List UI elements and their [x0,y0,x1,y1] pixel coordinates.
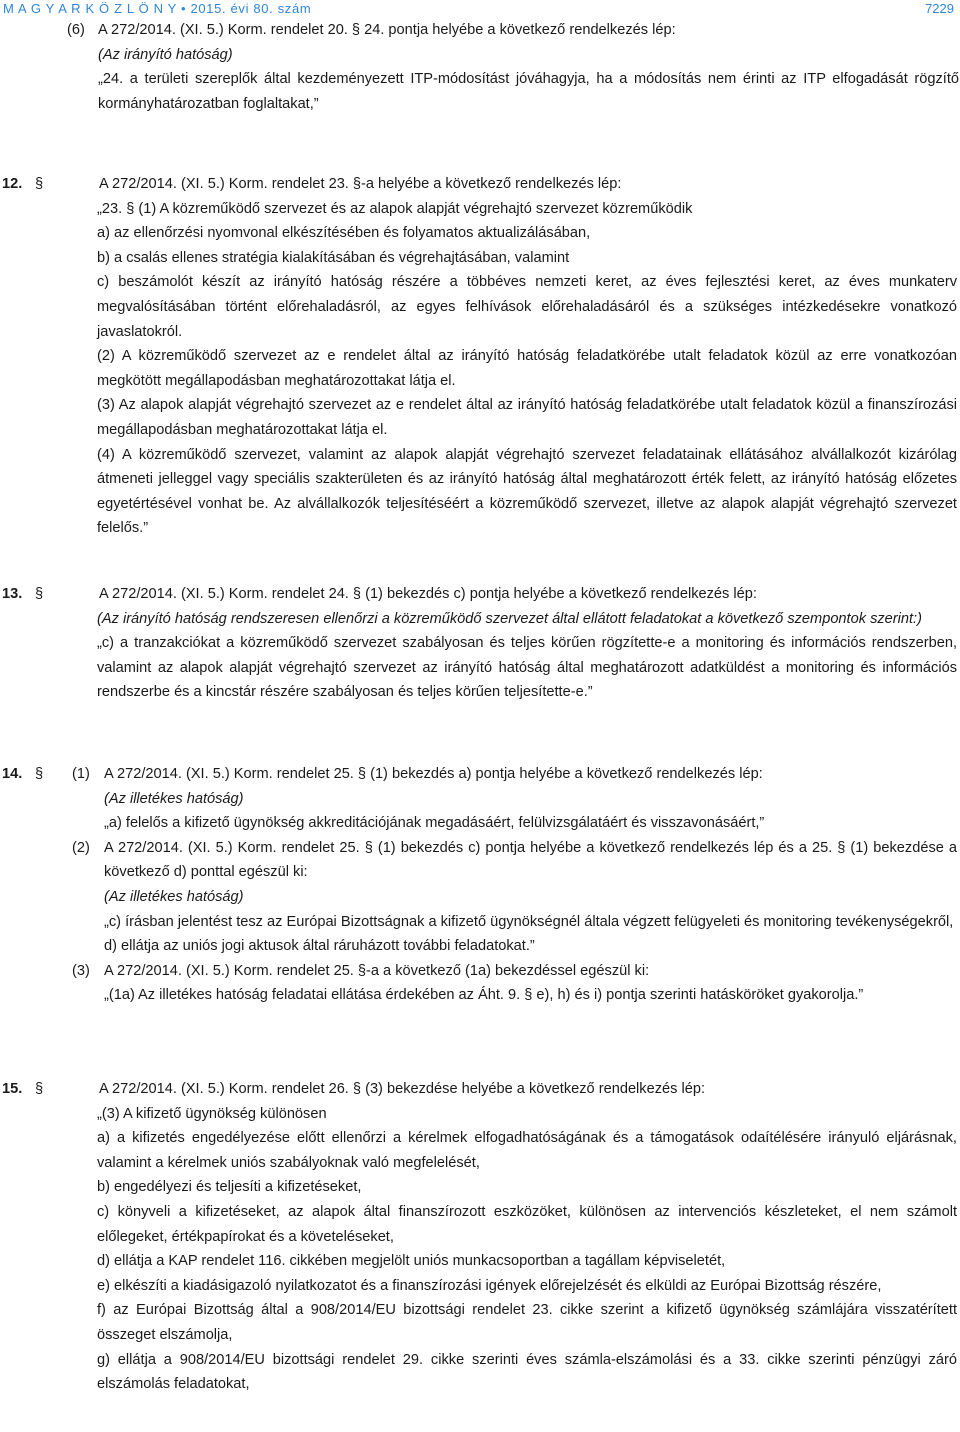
provision-paragraph: (3) Az alapok alapját végrehajtó szervezet az e rendelet által az irányító hatóság feladatkörébe utalt feladatok közül a finanszírozási megállapodásban meghatározottakat látja el. [97,397,957,438]
provision-point: a) az ellenőrzési nyomvonal elkészítésében és folyamatos aktualizálásában, [97,225,591,242]
subsection-number: (3) [72,962,90,979]
section-number: 13. [2,586,23,602]
quoted-provision: „24. a területi szereplők által kezdeményezett ITP-módosítást jóváhagyja, ha a módosítás nem érinti az ITP elfogadását rögzítő kormányhatározatban foglaltakat,” [98,71,959,112]
section-15 [0,1077,960,1397]
quoted-provision: „a) felelős a kifizető ügynökség akkreditációjának megadásáért, felülvizsgálatáért és visszavonásáért,” [104,815,765,832]
quoted-provision: „c) írásban jelentést tesz az Európai Bizottságnak a kifizető ügynökségnél általa végzett felügyeleti és monitoring tevékenységekről, [104,913,954,930]
page-number: 7229 [925,1,954,16]
context-note: (Az irányító hatóság) [98,46,233,63]
provision-point: c) beszámolót készít az irányító hatóság részére a többéves nemzeti keret, az éves fejlesztési keret, az éves munkaterv megvalósításában történt előrehaladásról, az egyes felhívások előrehaladásáról és a szükséges intézkedésekre vonatkozó javaslatokról. [97,274,957,340]
section-number: 15. [2,1081,23,1097]
subsection-1 [72,762,960,836]
section-heading-text: A 272/2014. (XI. 5.) Korm. rendelet 26. § (3) bekezdése helyébe a következő rendelkezés lép: [99,1081,706,1097]
subsection-number: (2) [72,839,90,856]
provision-paragraph: (4) A közreműködő szervezet, valamint az alapok alapját végrehajtó szervezet feladatainak ellátásához alvállalkozót kizárólag átmeneti jelleggel vagy speciális szakterületen és az irányító hatóság által meghatározott érték felett, az irányító hatóság előzetes egyetértésével vonhat be. Az alvállalkozók teljesítéséért a közreműködő szervezet, illetve az alapok alapját végrehajtó szervezet felelős.” [97,446,957,537]
provision-paragraph: „(3) A kifizető ügynökség különösen [97,1105,327,1122]
paragraph-sign: § [35,766,44,782]
subsection-2 [72,836,960,959]
provision-point: a) a kifizetés engedélyezése előtt ellenőrzi a kérelmek elfogadhatóságának és a támogatások odaítélésére irányuló eljárásnak, valamint a kérelmek uniós szabályoknak való megfelelését, [97,1130,957,1171]
section-heading-text: A 272/2014. (XI. 5.) Korm. rendelet 23. §-a helyébe a következő rendelkezés lép: [99,176,622,192]
provision-point: e) elkészíti a kiadásigazoló nyilatkozatot és a finanszírozási igények előrejelzését és elküldi az Európai Bizottság részére, [97,1277,882,1294]
context-note: (Az illetékes hatóság) [104,888,244,905]
provision-paragraph: „23. § (1) A közreműködő szervezet és az alapok alapját végrehajtó szervezet közreműködik [97,200,693,217]
section-14 [0,762,960,1008]
context-note: (Az irányító hatóság rendszeresen ellenőrzi a közreműködő szervezet által ellátott feladatokat a következő szempontok szerint:) [97,610,922,627]
quoted-provision: d) ellátja az uniós jogi aktusok által ráruházott további feladatokat.” [104,938,535,955]
paragraph-sign: § [35,1081,44,1097]
subsection-number: (1) [72,766,90,782]
gazette-title: M A G Y A R K Ö Z L Ö N Y • 2015. évi 80. szám [3,1,312,16]
point-number: (6) [67,22,85,38]
amendment-text: A 272/2014. (XI. 5.) Korm. rendelet 25. §-a a következő (1a) bekezdéssel egészül ki: [104,962,650,979]
context-note: (Az illetékes hatóság) [104,790,244,807]
provision-point: b) engedélyezi és teljesíti a kifizetéseket, [97,1179,362,1196]
amendment-6 [67,18,959,116]
provision-point: b) a csalás ellenes stratégia kialakításában és végrehajtásában, valamint [97,249,570,266]
paragraph-sign: § [35,176,44,192]
section-heading-text: A 272/2014. (XI. 5.) Korm. rendelet 24. § (1) bekezdés c) pontja helyébe a következő rendelkezés lép: [99,586,757,602]
paragraph-sign: § [35,586,44,602]
section-12 [0,172,960,541]
quoted-provision: „c) a tranzakciókat a közreműködő szervezet szabályosan és teljes körűen rögzítette-e a monitoring és információs rendszerben, valamint az alapok alapját végrehajtó szervezet az irányító hatóság által meghatározott adatküldést a monitoring és információs rendszerbe és a kincstár részére szabályosan és teljes körűen teljesítette-e.” [97,635,957,701]
quoted-provision: „(1a) Az illetékes hatóság feladatai ellátása érdekében az Áht. 9. § e), h) és i) pontja szerinti hatásköröket gyakorolja.” [104,987,864,1004]
section-number: 12. [2,176,23,192]
section-13 [0,582,960,705]
provision-point: d) ellátja a KAP rendelet 116. cikkében megjelölt uniós munkacsoportban a tagállam képviseletét, [97,1253,726,1270]
provision-paragraph: (2) A közreműködő szervezet az e rendelet által az irányító hatóság feladatkörébe utalt feladatok közül az erre vonatkozóan megkötött megállapodásban meghatározottakat látja el. [97,348,957,389]
subsection-3 [72,959,960,1008]
section-number: 14. [2,766,23,782]
amendment-text: A 272/2014. (XI. 5.) Korm. rendelet 20. § 24. pontja helyébe a következő rendelkezés lép: [98,22,676,38]
amendment-text: A 272/2014. (XI. 5.) Korm. rendelet 25. § (1) bekezdés c) pontja helyébe a következő rendelkezés lép és a 25. § (1) bekezdése a következő d) ponttal egészül ki: [104,839,957,881]
provision-point: c) könyveli a kifizetéseket, az alapok által finanszírozott eszközöket, különösen az intervenciós készleteket, el nem számolt előlegeket, értékpapírokat és a követeléseket, [97,1203,957,1245]
provision-point: f) az Európai Bizottság által a 908/2014/EU bizottsági rendelet 23. cikke szerint a kifizető ügynökség számlájára visszatérített összeget elszámolja, [97,1302,957,1343]
amendment-text: A 272/2014. (XI. 5.) Korm. rendelet 25. § (1) bekezdés a) pontja helyébe a következő rendelkezés lép: [104,766,763,782]
provision-point: g) ellátja a 908/2014/EU bizottsági rendelet 29. cikke szerinti éves számla-elszámolási és a 33. cikke szerinti pénzügyi záró elszámolás feladatokat, [97,1351,957,1393]
